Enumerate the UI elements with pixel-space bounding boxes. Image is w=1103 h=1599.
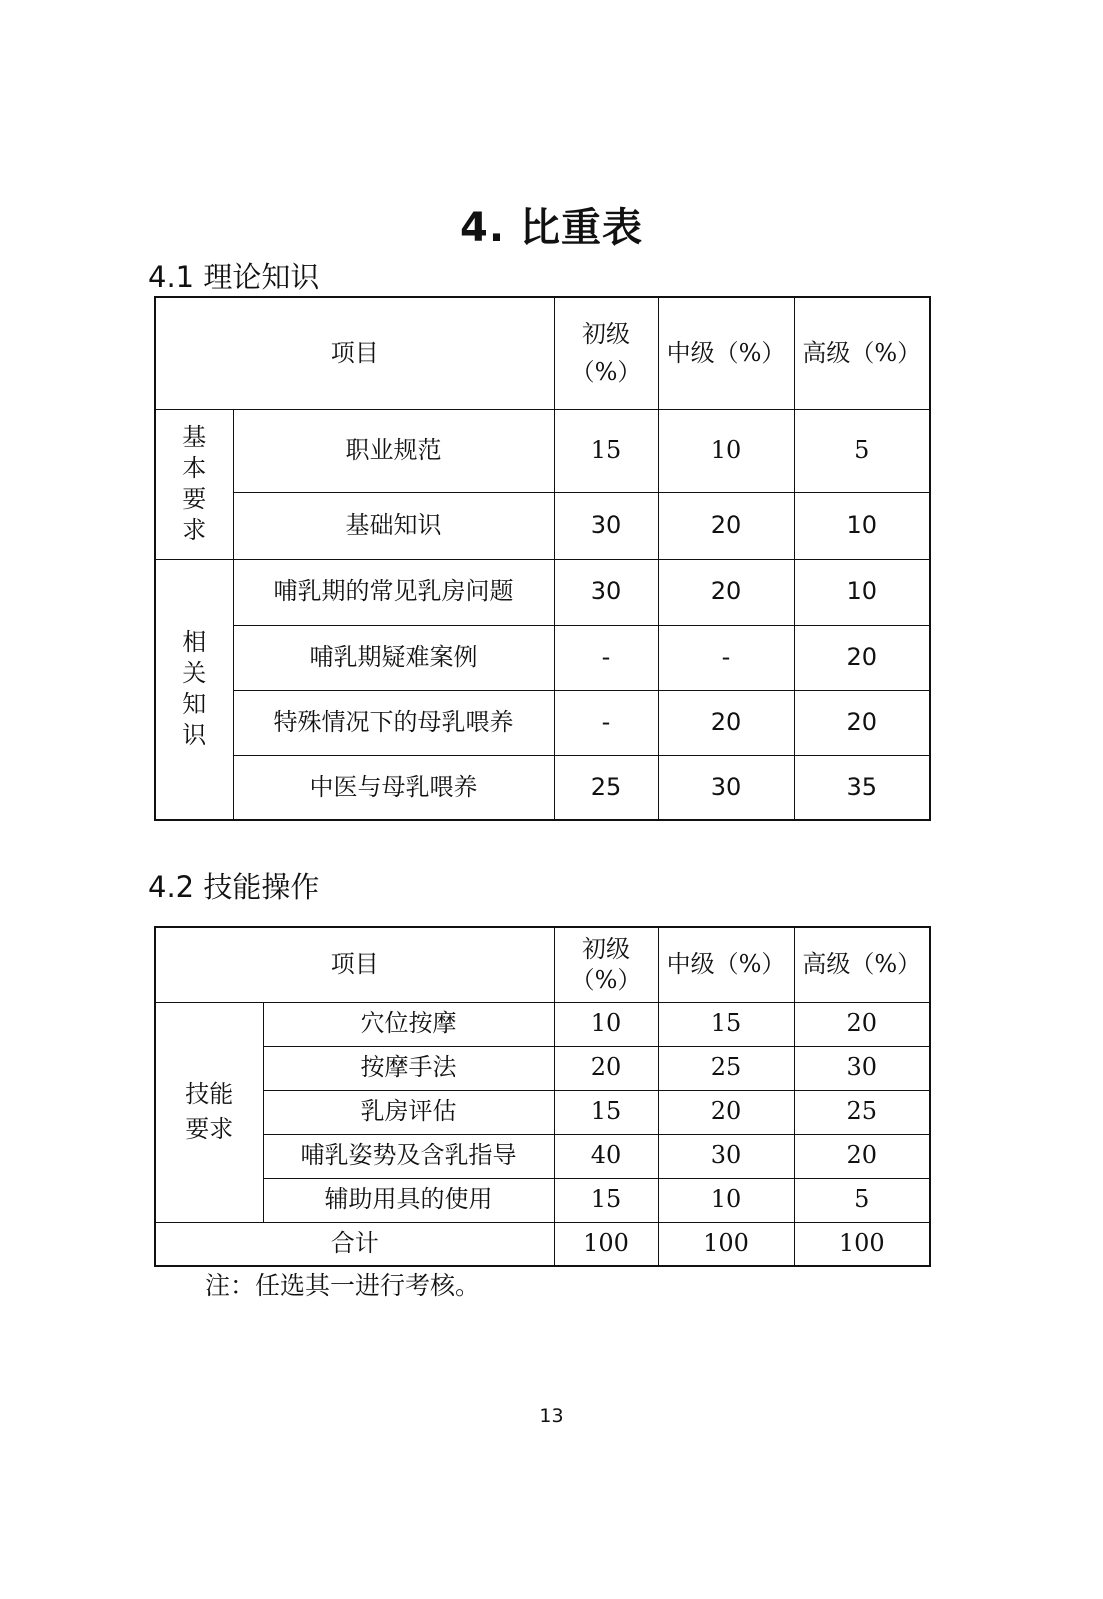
cell-intermediate: 20 <box>658 690 794 755</box>
row-name: 中医与母乳喂养 <box>233 755 554 820</box>
cell-junior: - <box>554 690 658 755</box>
group-label-basic-requirements: 基 本 要 求 <box>155 409 233 559</box>
cell-intermediate: 20 <box>658 492 794 559</box>
cell-senior: 5 <box>794 409 930 492</box>
header-item: 项目 <box>155 927 554 1002</box>
skills-weight-table <box>154 926 931 1267</box>
cell-senior: 35 <box>794 755 930 820</box>
section-heading-theory: 4.1 理论知识 <box>148 260 320 294</box>
row-name: 乳房评估 <box>263 1090 554 1134</box>
total-senior: 100 <box>794 1222 930 1266</box>
cell-senior: 25 <box>794 1090 930 1134</box>
table-row <box>155 559 930 625</box>
group-label-related-knowledge: 相 关 知 识 <box>155 559 233 820</box>
header-item: 项目 <box>155 297 554 409</box>
cell-senior: 10 <box>794 492 930 559</box>
section-heading-skills: 4.2 技能操作 <box>148 870 320 904</box>
table-row <box>155 625 930 690</box>
table-total-row <box>155 1222 930 1266</box>
total-junior: 100 <box>554 1222 658 1266</box>
table-row <box>155 1002 930 1046</box>
cell-senior: 20 <box>794 1134 930 1178</box>
cell-junior: 20 <box>554 1046 658 1090</box>
cell-intermediate: 20 <box>658 1090 794 1134</box>
cell-intermediate: 20 <box>658 559 794 625</box>
header-senior: 高级（%） <box>794 927 930 1002</box>
cell-intermediate: 30 <box>658 1134 794 1178</box>
cell-junior: 40 <box>554 1134 658 1178</box>
row-name: 哺乳期疑难案例 <box>233 625 554 690</box>
cell-intermediate: 10 <box>658 409 794 492</box>
cell-junior: 10 <box>554 1002 658 1046</box>
cell-intermediate: 30 <box>658 755 794 820</box>
header-intermediate: 中级（%） <box>658 927 794 1002</box>
table-header-row <box>155 297 930 409</box>
cell-senior: 20 <box>794 625 930 690</box>
cell-junior: 15 <box>554 409 658 492</box>
cell-intermediate: 15 <box>658 1002 794 1046</box>
cell-intermediate: 10 <box>658 1178 794 1222</box>
cell-junior: 25 <box>554 755 658 820</box>
row-name: 基础知识 <box>233 492 554 559</box>
row-name: 特殊情况下的母乳喂养 <box>233 690 554 755</box>
table-row <box>155 1134 930 1178</box>
header-senior: 高级（%） <box>794 297 930 409</box>
header-junior: 初级 （%） <box>554 297 658 409</box>
cell-junior: 30 <box>554 559 658 625</box>
table-row <box>155 1046 930 1090</box>
page-title: 4. 比重表 <box>460 205 643 251</box>
page-number: 13 <box>539 1405 564 1427</box>
header-junior: 初级 （%） <box>554 927 658 1002</box>
total-intermediate: 100 <box>658 1222 794 1266</box>
table-row <box>155 690 930 755</box>
cell-senior: 20 <box>794 690 930 755</box>
footnote: 注：任选其一进行考核。 <box>205 1271 481 1300</box>
table-row <box>155 492 930 559</box>
cell-junior: 30 <box>554 492 658 559</box>
cell-senior: 10 <box>794 559 930 625</box>
table-row <box>155 409 930 492</box>
cell-senior: 30 <box>794 1046 930 1090</box>
group-label-skill-requirements: 技能 要求 <box>155 1002 263 1222</box>
row-name: 职业规范 <box>233 409 554 492</box>
table-row <box>155 755 930 820</box>
row-name: 哺乳姿势及含乳指导 <box>263 1134 554 1178</box>
row-name: 穴位按摩 <box>263 1002 554 1046</box>
total-label: 合计 <box>155 1222 554 1266</box>
table-row <box>155 1178 930 1222</box>
cell-senior: 20 <box>794 1002 930 1046</box>
row-name: 辅助用具的使用 <box>263 1178 554 1222</box>
header-intermediate: 中级（%） <box>658 297 794 409</box>
table-row <box>155 1090 930 1134</box>
row-name: 哺乳期的常见乳房问题 <box>233 559 554 625</box>
cell-intermediate: - <box>658 625 794 690</box>
cell-senior: 5 <box>794 1178 930 1222</box>
cell-junior: 15 <box>554 1090 658 1134</box>
row-name: 按摩手法 <box>263 1046 554 1090</box>
cell-junior: 15 <box>554 1178 658 1222</box>
cell-intermediate: 25 <box>658 1046 794 1090</box>
theory-weight-table <box>154 296 931 821</box>
table-header-row <box>155 927 930 1002</box>
cell-junior: - <box>554 625 658 690</box>
